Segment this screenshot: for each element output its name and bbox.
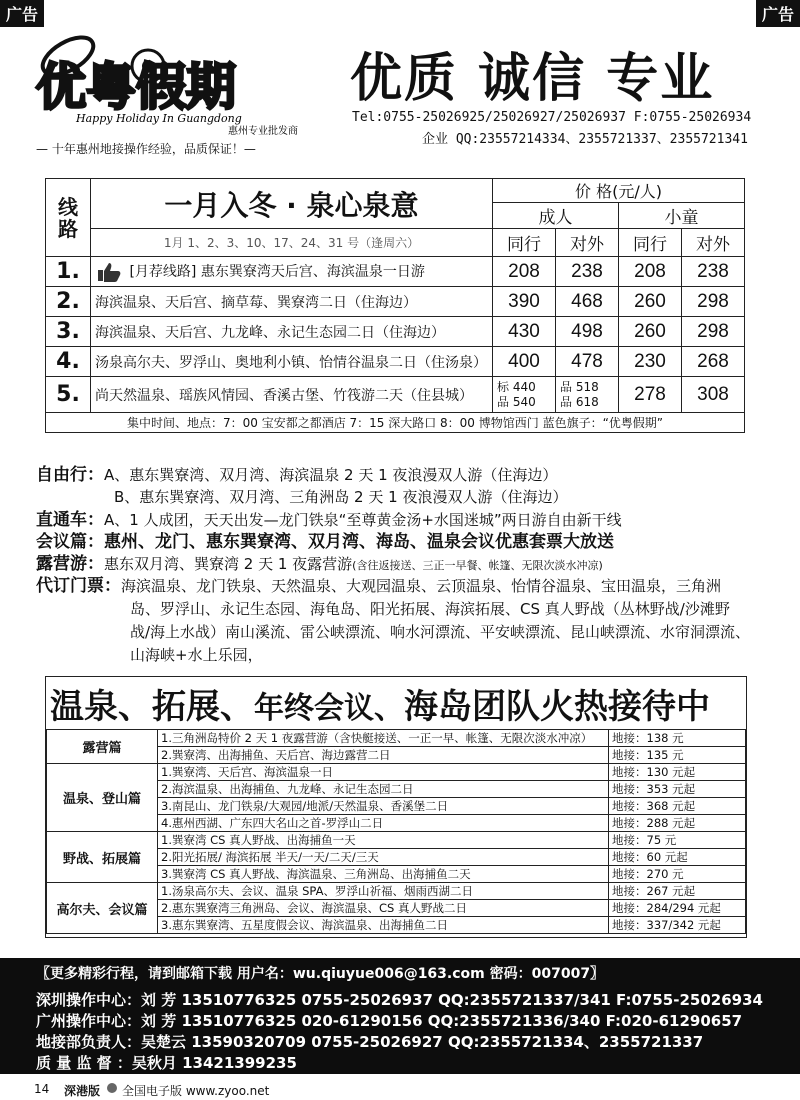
tickets-line-1: 海滨温泉、龙门铁泉、天然温泉、大观园温泉、云顶温泉、怡情谷温泉、宝田温泉，三角洲: [121, 577, 722, 595]
route-name: 汤泉高尔夫、罗浮山、奥地利小镇、怡情谷温泉二日（住汤泉）: [91, 347, 493, 377]
promo-title: [50, 679, 710, 728]
tour-price: 地接：60 元起: [609, 849, 746, 866]
meeting-text: 惠州、龙门、惠东巽寮湾、双月湾、海岛、温泉会议优惠套票大放送: [104, 532, 614, 552]
logo-sub: 惠州专业批发商: [228, 126, 298, 136]
table-row: [46, 317, 745, 347]
logo-text: 优粤假期: [36, 58, 236, 116]
route-name: 尚天然温泉、瑶族风情园、香溪古堡、竹筏游二天（住县城）: [91, 377, 493, 413]
promo-title-c: 海岛团队火热接待中: [404, 687, 710, 727]
adult-retail-price: 238: [556, 257, 619, 287]
tour-price: 地接：135 元: [609, 747, 746, 764]
route-name: [91, 257, 493, 287]
tour-name: 1.汤泉高尔夫、会议、温泉 SPA、罗浮山祈福、烟雨西湖二日: [158, 883, 609, 900]
table-title: 一月入冬 · 泉心泉意: [91, 179, 493, 229]
edition: 深港版: [64, 1084, 101, 1098]
tour-price: 地接：288 元起: [609, 815, 746, 832]
tour-name: 3.惠东巽寮湾、五星度假会议、海滨温泉、出海捕鱼二日: [158, 917, 609, 934]
table-row: [46, 377, 745, 413]
route-name: 海滨温泉、天后宫、九龙峰、永记生态园二日（住海边）: [91, 317, 493, 347]
row-number: 2.: [46, 287, 91, 317]
adult-peer-price: 208: [493, 257, 556, 287]
adult-peer-header: 同行: [493, 229, 556, 257]
brand-logo: [28, 26, 328, 136]
tour-category: 露营篇: [47, 730, 158, 764]
tour-row: [47, 764, 746, 781]
tour-name: 2.阳光拓展/ 海滨拓展 半天/一天/二天/三天: [158, 849, 609, 866]
price-premium: 品 540: [497, 394, 536, 409]
route-name: 海滨温泉、天后宫、摘草莓、巽寮湾二日（住海边）: [91, 287, 493, 317]
tour-name: 1.巽寮湾、天后宫、海滨温泉一日: [158, 764, 609, 781]
promo-title-b: 年终会议、: [254, 691, 404, 726]
logo-en: Happy Holiday In Guangdong: [76, 112, 242, 125]
tour-category: 温泉、登山篇: [47, 764, 158, 832]
table-dates: 1月 1、2、3、10、17、24、31 号（逢周六）: [91, 229, 493, 257]
camping-label: 露营游：: [36, 554, 104, 574]
price-standard: 标 440: [497, 379, 536, 394]
child-retail-header: 对外: [682, 229, 745, 257]
row-number: 1.: [46, 257, 91, 287]
adult-peer-price: [493, 377, 556, 413]
camping: [36, 553, 603, 577]
child-retail-price: 298: [682, 287, 745, 317]
tour-row: [47, 832, 746, 849]
tour-row: [47, 730, 746, 747]
tour-name: 3.巽寮湾 CS 真人野战、海滨温泉、三角洲岛、出海捕鱼二天: [158, 866, 609, 883]
child-peer-price: 208: [619, 257, 682, 287]
promo-box: [45, 676, 747, 938]
guangzhou-center: 广州操作中心：刘 芳 13510776325 020-61290156 QQ:2355721336/340 F:020-61290657: [36, 1012, 743, 1030]
tour-name: 2.海滨温泉、出海捕鱼、九龙峰、永记生态园二日: [158, 781, 609, 798]
meeting-label: 会议篇：: [36, 532, 104, 552]
child-peer-price: 260: [619, 317, 682, 347]
price-premium: 品 618: [560, 394, 599, 409]
tours-table: [46, 729, 746, 934]
adult-retail-header: 对外: [556, 229, 619, 257]
tour-name: 1.巽寮湾 CS 真人野战、出海捕鱼一天: [158, 832, 609, 849]
child-retail-price: 298: [682, 317, 745, 347]
table-row: [46, 347, 745, 377]
tour-price: 地接：353 元起: [609, 781, 746, 798]
ad-label-left: 广告: [0, 0, 44, 27]
ad-label-right: 广告: [756, 0, 800, 27]
tour-name: 3.南昆山、龙门铁泉/大观园/地派/天然温泉、香溪堡二日: [158, 798, 609, 815]
thumbs-up-icon: [95, 261, 125, 283]
route-text: 惠东巽寮湾天后宫、海滨温泉一日游: [200, 263, 425, 280]
child-peer-price: 278: [619, 377, 682, 413]
download-note: 〖更多精彩行程，请到邮箱下载 用户名：wu.qiuyue006@163.com 密码：007007〗: [36, 966, 605, 982]
route-tag: [月荐线路]: [129, 263, 197, 280]
footer: [0, 1078, 800, 1100]
tour-row: [47, 883, 746, 900]
adult-retail-price: 478: [556, 347, 619, 377]
tour-name: 2.惠东巽寮湾三角洲岛、会议、海滨温泉、CS 真人野战二日: [158, 900, 609, 917]
child-retail-price: 238: [682, 257, 745, 287]
tour-price: 地接：284/294 元起: [609, 900, 746, 917]
tickets-line-4: 山海峡+水上乐园，: [130, 646, 263, 664]
tour-price: 地接：130 元起: [609, 764, 746, 781]
direct-bus-text: A、1 人成团，天天出发—龙门铁泉“至尊黄金汤+水国迷城”两日游自由新干线: [104, 511, 622, 529]
child-peer-header: 同行: [619, 229, 682, 257]
shenzhen-center: 深圳操作中心：刘 芳 13510776325 0755-25026937 QQ:2355721337/341 F:0755-25026934: [36, 991, 763, 1009]
adult-peer-price: 430: [493, 317, 556, 347]
price-standard: 品 518: [560, 379, 599, 394]
camping-note: (含往返接送、三正一早餐、帐篷、无限次淡水冲凉): [352, 559, 603, 572]
price-header: 价 格(元/人): [493, 179, 745, 203]
row-number: 3.: [46, 317, 91, 347]
tickets: [36, 575, 721, 597]
child-retail-price: 268: [682, 347, 745, 377]
tour-category: 高尔夫、会议篇: [47, 883, 158, 934]
child-peer-price: 260: [619, 287, 682, 317]
free-travel-a-text: A、惠东巽寮湾、双月湾、海滨温泉 2 天 1 夜浪漫双人游（住海边）: [104, 466, 558, 484]
tour-price: 地接：75 元: [609, 832, 746, 849]
page-number: 14: [34, 1082, 50, 1096]
tour-price: 地接：267 元起: [609, 883, 746, 900]
tour-name: 4.惠州西湖、广东四大名山之首-罗浮山二日: [158, 815, 609, 832]
adult-retail-price: 498: [556, 317, 619, 347]
tagline: — 十年惠州地接操作经验，品质保证！—: [36, 142, 256, 156]
tickets-line-2: 岛、罗浮山、永记生态园、海龟岛、阳光拓展、海滨拓展、CS 真人野战（丛林野战/沙滩野: [130, 600, 730, 618]
meeting: [36, 531, 614, 553]
quality-supervisor: 质 量 监 督 ：吴秋月 13421399235: [36, 1054, 297, 1072]
adult-header: 成人: [493, 203, 619, 229]
tour-price: 地接：368 元起: [609, 798, 746, 815]
tour-name: 1.三角洲岛特价 2 天 1 夜露营游（含快艇接送、一正一早、帐篷、无限次淡水冲凉）: [158, 730, 609, 747]
child-retail-price: 308: [682, 377, 745, 413]
price-table: [45, 178, 745, 433]
row-number: 5.: [46, 377, 91, 413]
tour-category: 野战、拓展篇: [47, 832, 158, 883]
free-travel-label: 自由行：: [36, 465, 104, 485]
contact-band: [0, 958, 800, 1074]
tickets-label: 代订门票：: [36, 576, 121, 596]
adult-peer-price: 390: [493, 287, 556, 317]
edition-logo-icon: [106, 1082, 118, 1097]
slogan: 优质 诚信 专业: [350, 49, 715, 109]
promo-title-a: 温泉、拓展、: [50, 687, 254, 727]
table-row: [46, 257, 745, 287]
gathering-info: 集中时间、地点：7：00 宝安都之都酒店 7：15 深大路口 8：00 博物馆西门 蓝色旗子：“优粤假期”: [46, 413, 745, 433]
tour-price: 地接：270 元: [609, 866, 746, 883]
adult-retail-price: [556, 377, 619, 413]
direct-bus: [36, 509, 622, 531]
child-header: 小童: [619, 203, 745, 229]
row-number: 4.: [46, 347, 91, 377]
direct-bus-label: 直通车：: [36, 510, 104, 530]
table-row: [46, 287, 745, 317]
line-header: 线 路: [46, 179, 91, 257]
adult-peer-price: 400: [493, 347, 556, 377]
free-travel-b: B、惠东巽寮湾、双月湾、三角洲岛 2 天 1 夜浪漫双人游（住海边）: [114, 488, 568, 506]
tour-price: 地接：138 元: [609, 730, 746, 747]
child-peer-price: 230: [619, 347, 682, 377]
adult-retail-price: 468: [556, 287, 619, 317]
website: 全国电子版 www.zyoo.net: [122, 1084, 270, 1098]
tour-price: 地接：337/342 元起: [609, 917, 746, 934]
qq-line: 企业 QQ:23557214334、2355721337、2355721341: [422, 132, 748, 147]
tour-name: 2.巽寮湾、出海捕鱼、天后宫、海边露营二日: [158, 747, 609, 764]
tel-line: Tel:0755-25026925/25026927/25026937 F:0755-25026934: [352, 110, 752, 125]
local-manager: 地接部负责人：吴楚云 13590320709 0755-25026927 QQ:2355721334、2355721337: [36, 1033, 704, 1051]
tickets-line-3: 战/海上水战）南山溪流、雷公峡漂流、响水河漂流、平安峡漂流、昆山峡漂流、水帘洞漂流、: [130, 623, 751, 641]
camping-text: 惠东双月湾、巽寮湾 2 天 1 夜露营游: [104, 555, 353, 573]
free-travel-a: [36, 464, 557, 486]
